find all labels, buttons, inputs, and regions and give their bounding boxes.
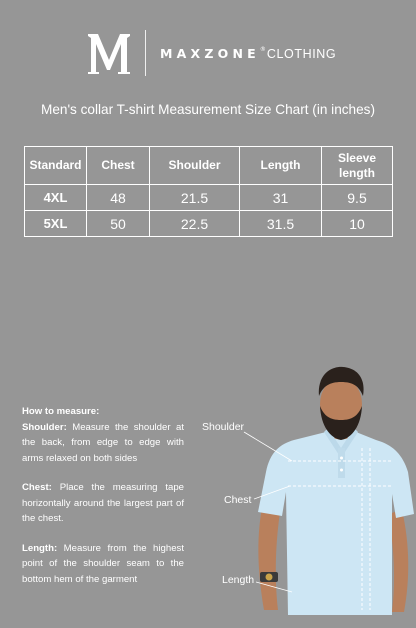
cell-shoulder: 21.5: [150, 185, 240, 211]
model-figure: [196, 360, 416, 624]
header-length: Length: [240, 147, 322, 185]
chest-text: Place the measuring tape horizontally around the largest part of the chest.: [22, 482, 184, 524]
brand-name: [160, 46, 336, 61]
header-shoulder: Shoulder: [150, 147, 240, 185]
brand-header: [0, 28, 416, 76]
chart-title: Men's collar T-shirt Measurement Size Chart (in inches): [41, 102, 375, 117]
brand-divider: [145, 30, 146, 76]
table-header-row: [25, 147, 393, 185]
cell-shoulder: 22.5: [150, 211, 240, 237]
length-term: Length:: [22, 542, 58, 554]
label-chest: Chest: [224, 494, 252, 506]
maxzone-logo-icon: [86, 32, 132, 76]
length-text: Measure from the highest point of the shoulder seam to the bottom hem of the garment: [22, 542, 184, 585]
header-chest: Chest: [87, 147, 150, 185]
how-to-measure-heading: How to measure:: [22, 406, 100, 417]
table-row: [25, 211, 393, 237]
cell-chest: 48: [87, 185, 150, 211]
chest-instruction: [22, 480, 184, 527]
brand-name-light: CLOTHING: [266, 47, 337, 61]
how-to-measure: [22, 404, 184, 601]
chest-term: Chest:: [22, 482, 52, 493]
left-arm: [258, 508, 280, 610]
cell-standard: 4XL: [25, 185, 87, 211]
cell-standard: 5XL: [25, 211, 87, 237]
cell-sleeve-length: 10: [322, 211, 393, 237]
shoulder-term: Shoulder:: [22, 421, 67, 433]
length-instruction: [22, 541, 184, 588]
cell-length: 31: [240, 185, 322, 211]
brand-name-bold: MAXZONE: [160, 46, 260, 61]
header-standard: Standard: [25, 147, 87, 185]
label-shoulder: Shoulder: [202, 421, 245, 433]
shoulder-instruction: [22, 420, 184, 467]
header-sleeve-length: Sleeve length: [322, 147, 393, 185]
polo-shirt: [258, 432, 414, 615]
table-row: [25, 185, 393, 211]
cell-chest: 50: [87, 211, 150, 237]
cell-sleeve-length: 9.5: [322, 185, 393, 211]
label-length: Length: [222, 574, 255, 586]
size-chart-table: [24, 146, 393, 237]
cell-length: 31.5: [240, 211, 322, 237]
shoulder-text: Measure the shoulder at the back, from edge to edge with arms relaxed on both sides: [22, 421, 184, 464]
registered-mark: ®: [259, 46, 266, 53]
